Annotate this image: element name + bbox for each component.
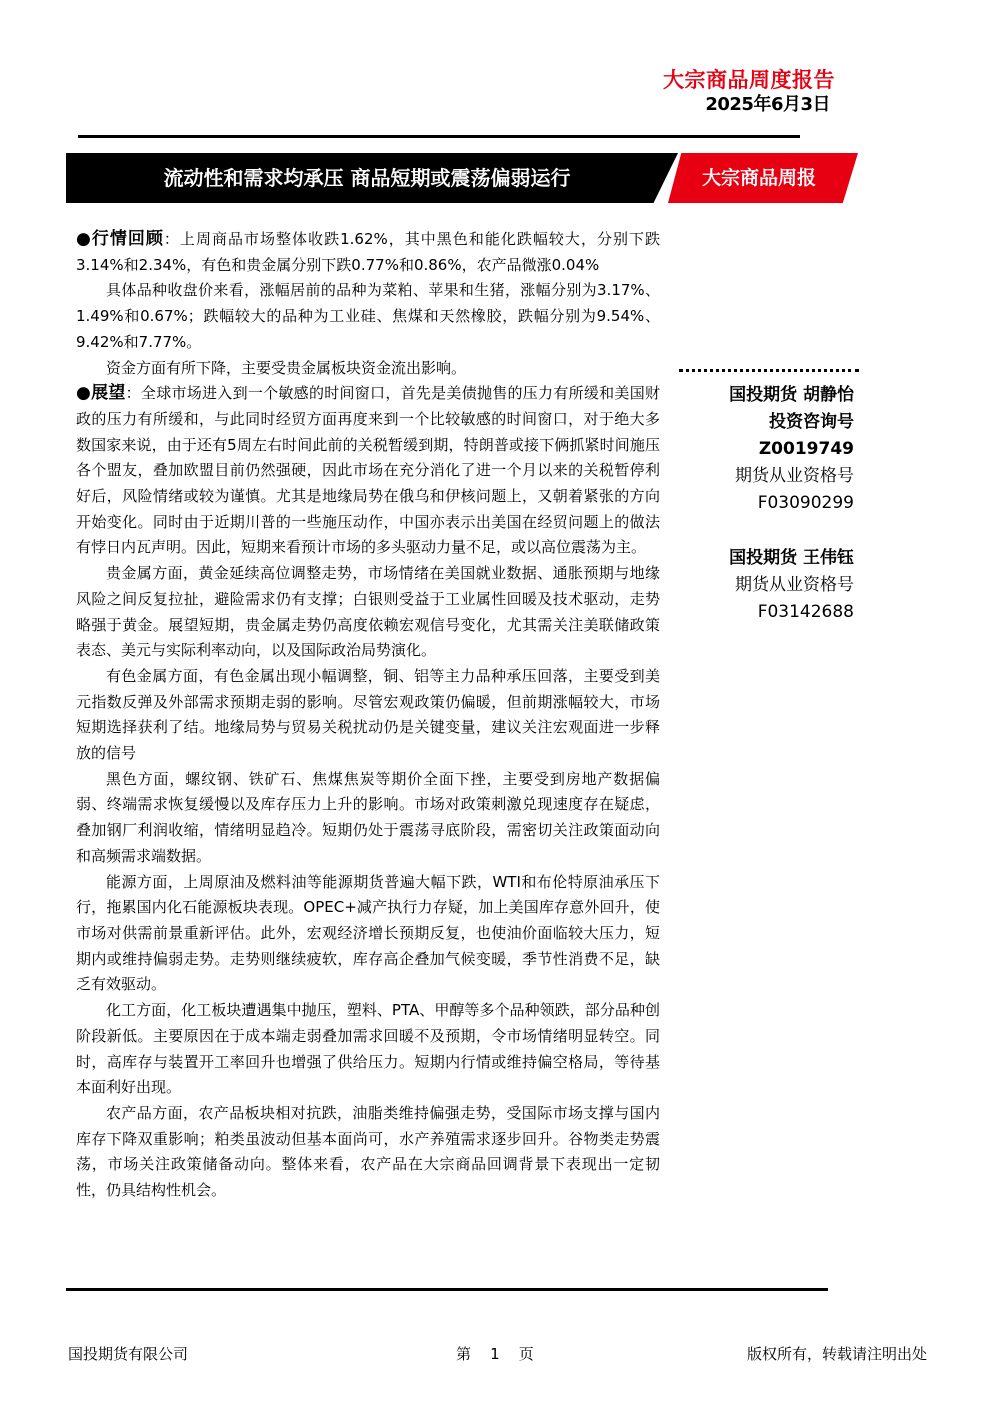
sidebar-dotted-divider — [679, 369, 859, 372]
report-body — [76, 227, 660, 1204]
ferrous-paragraph: 黑色方面，螺纹钢、铁矿石、焦煤焦炭等期价全面下挫，主要受到房地产数据偏弱、终端需求恢复缓慢以及库存压力上升的影响。市场对政策刺激兑现速度存在疑虑，叠加钢厂利润收缩，情绪明显趋冷。短期仍处于震荡寻底阶段，需密切关注政策面动向和高频需求端数据。 — [76, 769, 660, 865]
analyst-1-name: 国投期货 胡静怡 — [729, 385, 854, 405]
analyst-2-qualification-number: F03142688 — [757, 602, 854, 622]
analyst-1-qualification-label: 期货从业资格号 — [735, 466, 854, 486]
report-date: 2025年6月3日 — [705, 94, 830, 115]
nonferrous-metals-paragraph: 有色金属方面，有色金属出现小幅调整，铜、铝等主力品种承压回落，主要受到美元指数反弹及外部需求预期走弱的影响。尽管宏观政策仍偏暖，但前期涨幅较大，市场短期选择获利了结。地缘局势与贸易关税扰动仍是关键变量，建议关注宏观面进一步释放的信号 — [76, 666, 660, 763]
energy-paragraph: 能源方面，上周原油及燃料油等能源期货普遍大幅下跌，WTI和布伦特原油承压下行，拖累国内化石能源板块表现。OPEC+减产执行力存疑，加上美国库存意外回升，使市场对供需前景重新评估。此外，宏观经济增长预期反复，也使油价面临较大压力，短期内或维持偏弱走势。走势则继续疲软，库存高企叠加气候变暖，季节性消费不足，缺乏有效驱动。 — [76, 872, 660, 994]
outlook-text: ：全球市场进入到一个敏感的时间窗口，首先是美债抛售的压力有所缓和美国财政的压力有所缓和，与此同时经贸方面再度来到一个比较敏感的时间窗口，对于绝大多数国家来说，由于还有5周左右时间此前的关税暂缓到期，特朗普或接下俩抓紧时间施压各个盟友，叠加欧盟目前仍然强硬，因此市场在充分消化了进一个月以来的关税暂停利好后，风险情绪或较为谨慎。尤其是地缘局势在俄乌和伊核问题上，又朝着紧张的方向开始变化。同时由于近期川普的一些施压动作，中国亦表示出美国在经贸问题上的做法有悖日内瓦声明。因此，短期来看预计市场的多头驱动力量不足，或以高位震荡为主。 — [76, 384, 660, 557]
analyst-2-name: 国投期货 王伟钰 — [729, 548, 854, 568]
analyst-2-block — [729, 545, 854, 626]
footer-company: 国投期货有限公司 — [68, 1345, 189, 1363]
page-number: 第 1 页 — [456, 1345, 534, 1363]
market-review-paragraph — [76, 227, 660, 278]
price-details-paragraph: 具体品种收盘价来看，涨幅居前的品种为菜粕、苹果和生猪，涨幅分别为3.17%、1.49%和0.67%；跌幅较大的品种为工业硅、焦煤和天然橡胶，跌幅分别为9.54%、9.42%和7.77%。 — [76, 281, 660, 351]
analyst-1-qualification-number: F03090299 — [757, 493, 854, 513]
capital-flow-paragraph: 资金方面有所下降，主要受贵金属板块资金流出影响。 — [106, 358, 467, 377]
agriculture-paragraph: 农产品方面，农产品板块相对抗跌，油脂类维持偏强走势，受国际市场支撑与国内库存下降双重影响；粕类虽波动但基本面尚可，水产养殖需求逐步回升。谷物类走势震荡，市场关注政策储备动向。整体来看，农产品在大宗商品回调背景下表现出一定韧性，仍具结构性机会。 — [76, 1103, 660, 1200]
analyst-2-qualification-label: 期货从业资格号 — [735, 575, 854, 595]
footer-divider — [66, 1288, 828, 1291]
chemicals-paragraph: 化工方面，化工板块遭遇集中抛压，塑料、PTA、甲醇等多个品种领跌，部分品种创阶段新低。主要原因在于成本端走弱叠加需求回暖不及预期，令市场情绪明显转空。同时，高库存与装置开工率回升也增强了供给压力。短期内行情或维持偏空格局，等待基本面利好出现。 — [76, 1001, 660, 1097]
header-divider — [78, 135, 800, 138]
report-type-heading: 大宗商品周度报告 — [663, 68, 835, 92]
precious-metals-paragraph: 贵金属方面，黄金延续高位调整走势，市场情绪在美国就业数据、通胀预期与地缘风险之间反复拉扯，避险需求仍有支撑；白银则受益于工业属性回暖及技术驱动，走势略强于黄金。展望短期，贵金属走势仍高度依赖宏观信号变化，尤其需关注美联储政策表态、美元与实际利率动向，以及国际政治局势演化。 — [76, 564, 660, 660]
category-tag: 大宗商品周报 — [701, 167, 816, 189]
market-review-text: ：上周商品市场整体收跌1.62%，其中黑色和能化跌幅较大，分别下跌3.14%和2.34%，有色和贵金属分别下跌0.77%和0.86%，农产品微涨0.04% — [76, 230, 661, 274]
footer-copyright: 版权所有，转载请注明出处 — [746, 1345, 927, 1363]
report-title: 流动性和需求均承压 商品短期或震荡偏弱运行 — [163, 166, 571, 190]
outlook-paragraph — [76, 381, 660, 561]
analyst-1-consult-label: 投资咨询号 — [769, 412, 854, 432]
market-review-label: ●行情回顾 — [76, 229, 164, 249]
analyst-1-consult-number: Z0019749 — [758, 439, 854, 459]
analyst-1-block — [729, 382, 854, 517]
outlook-label: ●展望 — [76, 383, 126, 404]
